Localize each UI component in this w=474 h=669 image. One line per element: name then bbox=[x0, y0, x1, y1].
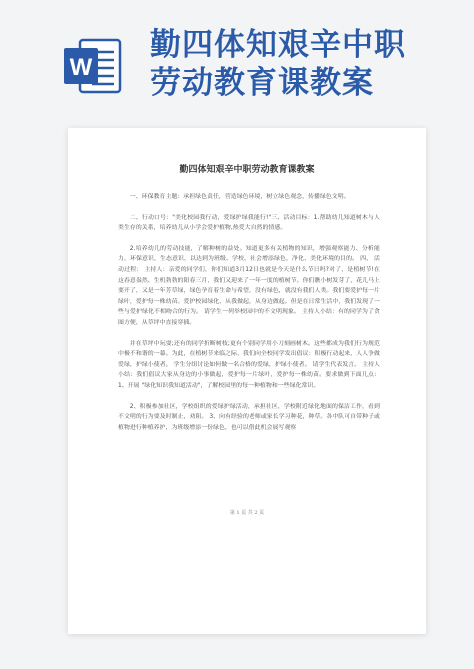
paragraph-5: 2、积极参加社区，学校组织的爱绿护绿活动，承担社区，学校附近绿化地面的保洁工作，看到不文明的行为要及时制止，劝阻。 3、向有经验的老师或家长学习种花，种草。各中队可自带种子或植物进行种植养护，为班级增添一份绿色，也可以借此机会展写观察 bbox=[118, 403, 380, 431]
document-title: 勤四体知艰辛中职劳动教育课教案 bbox=[179, 165, 315, 175]
paragraph-1: 一、环保教育主题：承担绿色责任，营造绿色环境，树立绿色观念，传播绿色文明。 bbox=[129, 194, 350, 200]
document-body bbox=[118, 192, 380, 443]
page-title bbox=[150, 26, 470, 102]
paragraph-4: 并在草坪中玩耍;还有的同学折断树枝;更有个别同学用小刀刻画树木。这些都成为我们行为规范中极不和谐的一幕。为此，在植树节来临之际，我们向全校同学发出倡议：积极行动起来，人人争做爱绿，护绿小使者。 学生分组讨论如何做一名合格的爱绿，护绿小使者。 请学生代表发言。 主持人小结：我们倡议大家从身边的小事做起，爱护每一片绿叶，爱护每一株幼苗。要求做到下面几点：1、开展 "绿化知识我知道活动"，了解校园里的每一种植物和一些绿化常识。 bbox=[118, 340, 380, 389]
paragraph-2: 二、行动口号："美化校园我行动，爱绿护绿我能行!"三、活动目标：1.帮助幼儿知道树木与人类生存的关系，培养幼儿从小学会爱护植物,热爱大自然的情感。 bbox=[118, 214, 380, 232]
page-number: 第 1 页 共 2 页 bbox=[229, 510, 265, 516]
word-logo-letter: W bbox=[69, 54, 93, 81]
word-document-icon bbox=[62, 36, 122, 96]
title-line-1: 勤四体知艰辛中职 bbox=[150, 27, 406, 63]
title-line-2: 劳动教育课教案 bbox=[150, 65, 374, 101]
header-banner bbox=[0, 0, 474, 118]
document-page bbox=[68, 128, 426, 634]
paragraph-3: 2.培养幼儿的劳动技能，了解种树的益处。知道更多有关植物的知识，增强观察能力、分析能力，环保意识，生态意识，以达到为班级、学校、社会增添绿色，净化、美化环境的目的。 四、 活动过程： 主持人：亲爱的同学们，你们知道3月12日也就是今天是什么节日吗?对了，是植树节!在这春意盎然、生机勃勃的阳春三月，我们又迎来了一年一度的植树节。你们瞧小树发芽了，花儿马上要开了，又是一年芳草绿，绿色孕育着生命与希望，没有绿色，就没有我们人类。我们要爱护每一片绿叶，爱护每一株幼苗。爱护校园绿化，从我做起，从身边做起。但是在日常生活中，我们发现了一些与爱护绿化不相吻合的行为。 请学生一列举校园中的不文明现象。 主持人小结：有的同学为了贪图方便，从草坪中直接穿插。 bbox=[118, 245, 380, 326]
